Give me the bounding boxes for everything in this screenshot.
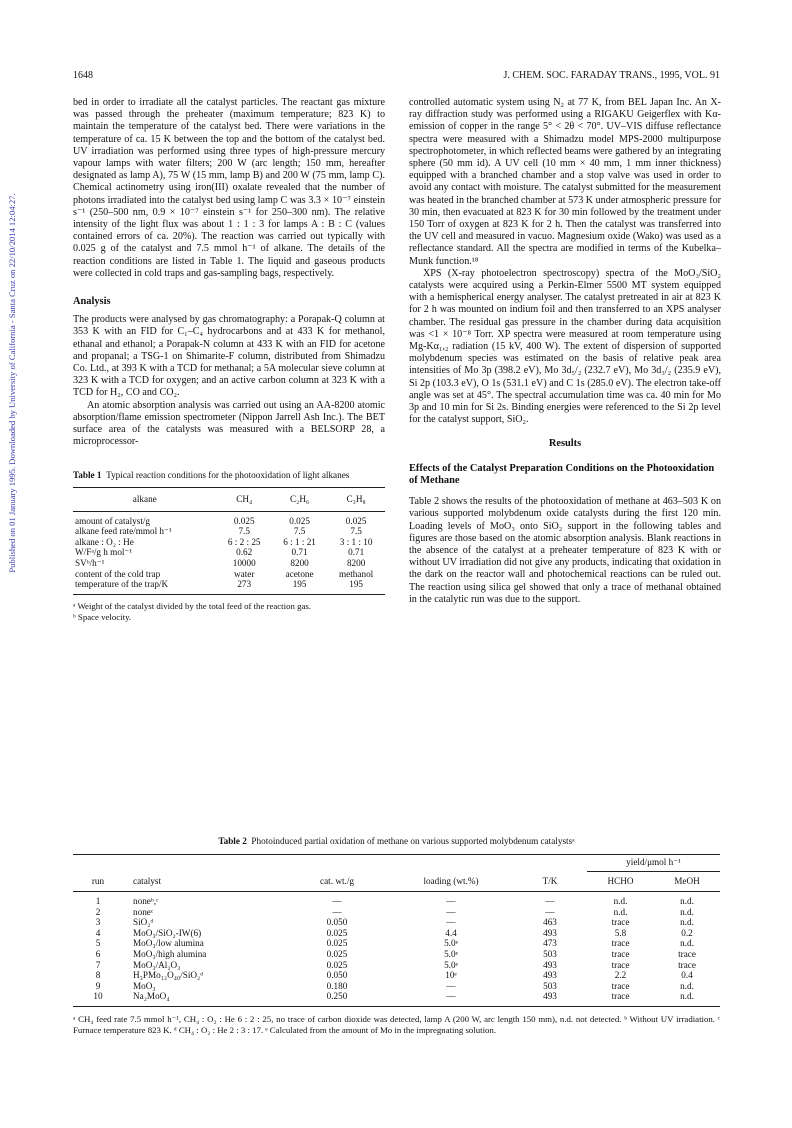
- table2-yield-header: yield/μmol h⁻¹: [587, 855, 720, 872]
- table-row: [73, 547, 385, 558]
- table2-cell: 0.180: [326, 980, 348, 991]
- table2-cell: H₃PMo₁₂O₄₀/SiO₂ᵈ: [133, 970, 204, 981]
- table2-cell: trace: [678, 948, 696, 959]
- table2-header-cell: HCHO: [607, 876, 634, 887]
- table1-header-cell: alkane: [132, 494, 157, 505]
- table2: [73, 854, 720, 1007]
- table1-cell: 0.025: [345, 515, 367, 526]
- table1-cell: 6 : 1 : 21: [283, 536, 316, 547]
- download-watermark-text: Published on 01 January 1995. Downloaded by University of California - Santa Cruz on 22/10/2014 12:04:27.: [7, 193, 17, 573]
- table-row: [73, 928, 720, 939]
- table-row: [73, 991, 720, 1006]
- table2-cell: 5.8: [614, 927, 627, 938]
- table1-cell: acetone: [285, 568, 314, 579]
- table2-cell: 9: [95, 980, 101, 991]
- table1-block: [73, 470, 385, 622]
- table2-cell: MoO₃/SiO₂-IW(6): [133, 927, 202, 938]
- table1-cell: amount of catalyst/g: [75, 515, 151, 526]
- table1-cell: 10000: [232, 558, 256, 569]
- table2-cell: n.d.: [654, 991, 720, 1006]
- table2-cell: trace: [611, 948, 630, 959]
- table2-cell: —: [446, 917, 456, 928]
- table-row: [73, 938, 720, 949]
- table1-cell: 3 : 1 : 10: [339, 536, 373, 547]
- left-column: [73, 97, 385, 622]
- table1-label: Table 1: [73, 470, 102, 481]
- table1-cell: temperature of the trap/K: [75, 579, 169, 590]
- table2-cell: 0.025: [326, 938, 348, 949]
- table2-cell: 8: [95, 970, 101, 981]
- table1-cell: 7.5: [238, 526, 250, 537]
- table2-cell: 0.025: [326, 959, 348, 970]
- table2-cell: 0.050: [326, 917, 348, 928]
- table2-cell: 2: [95, 906, 101, 917]
- table1-cell: 7.5: [293, 526, 306, 537]
- table2-header-cell: catalyst: [133, 876, 162, 886]
- table-row: [73, 917, 720, 928]
- table1-cell: 0.71: [348, 547, 365, 558]
- table2-cell: 493: [543, 970, 557, 981]
- paragraph-table2-discussion: Table 2 shows the results of the photooxidation of methane at 463–503 K on various supported molybdenum oxide catalysts during the first 120 min. Loading levels of MoO₃ onto SiO₂ support in the following tables and figures are those based on the atomic absorption analysis. Blank reactions in the absence of the catalyst at a preheater temperature of 823 K with or without UV irradiation did not give any products, indicating that oxidation in the dark on the reactor wall and photochemical reactions can be ruled out. The reaction using silica gel showed that only a trace of methanal obtained in the catalytic run was due to the support.: [409, 496, 721, 605]
- results-heading: Results: [548, 438, 582, 450]
- table1-cell: W/Fᵃ/g h mol⁻¹: [75, 547, 133, 558]
- table2-cell: 5: [95, 938, 101, 949]
- analysis-heading: Analysis: [73, 296, 111, 308]
- table2-cell: —: [332, 906, 342, 917]
- table1-caption: [73, 470, 385, 481]
- table-row: [73, 511, 385, 526]
- table2-caption-text: Photoinduced partial oxidation of methane on various supported molybdenum catalystsᵃ: [251, 836, 575, 846]
- table1-cell: 0.71: [291, 547, 308, 558]
- table2-cell: MoO₃/low alumina: [133, 938, 204, 949]
- table2-cell: 5.0ᵉ: [444, 938, 458, 949]
- table2-cell: n.d.: [680, 906, 694, 917]
- table2-header-row-top: [73, 855, 720, 872]
- paragraph-bet-xrd-uv: controlled automatic system using N₂ at 77 K, from BEL Japan Inc. An X-ray diffraction study was performed using a RIGAKU Geigerflex with Kα-emission of copper in the range 5° < 2θ < 70°. UV–VIS diffuse reflectance spectra were measured with a Shimadzu model MPS-2000 multipurpose spectrophotometer, in which reflected beams were gathered by an integrating sphere (50 mm id). A UV cell (10 mm × 40 mm, 1 mm inner thickness) equipped with a branched chamber and a stop valve was used in order to avoid any contact with moisture. The catalyst submitted for the measurement was heated in the branched chamber at 573 K under atmospheric pressure for 30 min, then evacuated at 823 K for 30 min followed by the treatment under 150 Torr of oxygen at 823 K for 2 h. Then the catalyst was transferred into the UV cell and measured in vacuo. Magnesium oxide (Wako) was used as a reflectance standard. All the spectra are modified in terms of the Kubelka–Munk function.¹⁸: [409, 97, 721, 267]
- table2-cell: 493: [513, 991, 587, 1006]
- table2-cell: 0.4: [681, 970, 693, 981]
- table2-cell: 10ᵉ: [445, 970, 457, 981]
- table2-cell: trace: [611, 917, 630, 928]
- table2-cell: Na₂MoO₄: [123, 991, 285, 1006]
- table2-cell: 0.050: [326, 970, 348, 981]
- table1-cell: 0.62: [236, 547, 253, 558]
- table2-cell: SiO₂ᵈ: [133, 917, 154, 928]
- table1-cell: 273: [237, 579, 252, 590]
- table2-cell: trace: [678, 959, 696, 970]
- table2-cell: 3: [95, 917, 101, 928]
- table2-cell: 10: [73, 991, 123, 1006]
- table1-cell: SVᵇ/h⁻¹: [75, 558, 105, 569]
- table2-header-spacer: [73, 855, 587, 872]
- table-row: [73, 526, 385, 537]
- table2-cell: 0.025: [326, 948, 348, 959]
- table1-caption-text: Typical reaction conditions for the photooxidation of light alkanes: [106, 470, 350, 481]
- table2-footnotes: ᵃ CH₄ feed rate 7.5 mmol h⁻¹, CH₄ : O₂ : He 6 : 2 : 25, no trace of carbon dioxide was detected, lamp A (200 W, arc length 150 mm), n.d. not detected. ᵇ Without UV irradiation. ᶜ Furnace temperature 823 K. ᵈ CH₄ : O₂ : He 2 : 3 : 17. ᵉ Calculated from the amount of Mo in the impregnating solution.: [73, 1013, 720, 1035]
- table1-header-cell: C₂H₆: [289, 494, 310, 505]
- table-row: [73, 537, 385, 548]
- table-row: [73, 558, 385, 569]
- page-number: 1648: [73, 70, 93, 81]
- paragraph-atomic-absorption: An atomic absorption analysis was carried out using an AA-8200 atomic absorption/flame emission spectrometer (Nippon Jarrell Ash Inc.). The BET surface area of the catalysts was measured with a BELSORP 28, a microprocessor-: [73, 399, 385, 448]
- paragraph-xps: XPS (X-ray photoelectron spectroscopy) spectra of the MoO₃/SiO₂ catalysts were acquired using a Perkin-Elmer 5500 MT system equipped with a hemispherical energy analyser. The catalyst pretreated in air at 823 K for 2 h was mounted on indium foil and then transferred to an XPS analyser chamber. The residual gas pressure in the chamber during data acquisition was <1 × 10⁻⁸ Torr. XP spectra were measured at room temperature using Mg-Kα₁,₂ radiation (15 kV, 400 W). The extent of dispersion of supported molybdenum species was estimated on the basis of relative peak area intensities of Mo 3p (398.2 eV), Mo 3d₅/₂ (232.7 eV), Mo 3d₃/₂ (235.9 eV), Si 2p (103.3 eV), O 1s (531.1 eV) and C 1s (285.0 eV). The electron take-off angle was set at 45°. The spectral accumulation time was ca. 40 min for Mo 3p and 10 min for Si 2s. Binding energies were referenced to the Si 2p level for the catalyst support, SiO₂.: [409, 267, 721, 426]
- table2-cell: 5.0ᵉ: [444, 959, 458, 970]
- table2-cell: trace: [611, 980, 630, 991]
- journal-reference: J. CHEM. SOC. FARADAY TRANS., 1995, VOL. 91: [503, 70, 720, 81]
- table1-cell: 6 : 2 : 25: [227, 536, 261, 547]
- table2-cell: 493: [543, 927, 557, 938]
- table2-cell: n.d.: [680, 896, 694, 906]
- table2-header-cell: MeOH: [674, 876, 700, 887]
- table2-header-row: [73, 871, 720, 892]
- table2-header-cell: T/K: [542, 876, 558, 886]
- effects-heading: Effects of the Catalyst Preparation Conditions on the Photooxidation of Methane: [409, 462, 715, 486]
- table-row: [73, 579, 385, 594]
- table1-cell: 7.5: [350, 526, 362, 537]
- table-row: [73, 949, 720, 960]
- table1-cell: alkane : O₂ : He: [75, 536, 134, 547]
- table2-cell: trace: [611, 959, 630, 970]
- paragraph-gas-chromatography: The products were analysed by gas chromatography: a Porapak-Q column at 353 K with an FID for C₁–C₄ hydrocarbons and at 433 K for methanol, ethanal and ethanol; a Porapak-N column at 433 K with an FID for acetone and propanal; a TSG-1 on Shimarite-F column, distributed from Shimadzu Co. Ltd., at 393 K with a TCD for methanal; a 5A molecular sieve column at 323 K with a TCD for oxygen; and an active carbon column at 323 K with a TCD for H₂, CO and CO₂.: [73, 314, 385, 399]
- table2-label: Table 2: [218, 836, 247, 846]
- table2-cell: MoO₃/high alumina: [133, 948, 207, 959]
- table1-cell: 195: [349, 579, 364, 590]
- table2-cell: 503: [543, 948, 557, 959]
- table2-caption: [73, 836, 720, 846]
- table2-cell: n.d.: [613, 906, 628, 917]
- table2-cell: 7: [95, 959, 101, 970]
- table2-cell: noneᵇ,ᶜ: [133, 896, 159, 906]
- table2-cell: —: [446, 980, 456, 991]
- table2-cell: n.d.: [613, 896, 628, 906]
- table2-cell: 0.250: [285, 991, 389, 1006]
- table2-cell: —: [545, 896, 555, 906]
- table2-cell: —: [545, 906, 555, 917]
- table1-header-cell: CH₄: [236, 494, 253, 505]
- table2-cell: 2.2: [614, 970, 627, 981]
- paragraph-catalyst-bed: bed in order to irradiate all the catalyst particles. The reactant gas mixture was passed through the preheater (maximum temperature; 823 K) to maintain the temperature of the catalyst bed. There were variations in the temperature of ca. 15 K between the top and the bottom of the catalyst bed. UV irradiation was performed using three types of high-pressure mercury vapour lamps with water filters; 200 W (arc length; 150 mm, hereafter designated as lamp A), 75 W (15 mm, lamp B) and 200 W (75 mm, lamp C). Chemical actinometry using iron(III) oxalate revealed that the number of photons irradiated into the catalyst bed using lamp C was 3.3 × 10⁻⁷ einstein s⁻¹ (250–500 nm, 0.9 × 10⁻⁷ einstein s⁻¹ for 250–300 nm). The relative intensity of the light flux was about 1 : 1 : 3 for lamps A : B : C (values contained errors of ca. 20%). The reaction was carried out typically with 0.025 g of the catalyst and 7.5 mmol h⁻¹ of alkane. The details of the reaction conditions are listed in Table 1. The liquid and gaseous products were collected in cold traps and gas-sampling bags, respectively.: [73, 97, 385, 279]
- table2-cell: MoO₃: [133, 980, 156, 991]
- table1-cell: 195: [292, 579, 307, 590]
- table2-cell: 0.025: [326, 927, 348, 938]
- table2-header-cell: loading (wt.%): [423, 876, 479, 886]
- table2-cell: trace: [611, 938, 630, 949]
- table1-footnote-a: ᵃ Weight of the catalyst divided by the total feed of the reaction gas.: [73, 600, 311, 611]
- table2-cell: —: [389, 991, 513, 1006]
- table1-cell: 0.025: [289, 515, 310, 526]
- table2-cell: n.d.: [680, 917, 694, 928]
- table2-cell: 6: [95, 948, 101, 959]
- table1: [73, 487, 385, 594]
- table-row: [73, 892, 720, 907]
- table2-cell: —: [446, 906, 456, 917]
- table2-cell: 0.2: [681, 927, 693, 938]
- table1-cell: 8200: [346, 558, 366, 569]
- table1-header-cell: C₃H₈: [346, 494, 366, 505]
- table-row: [73, 907, 720, 918]
- table1-header-row: [73, 488, 385, 511]
- table1-cell: 8200: [290, 558, 309, 569]
- table2-cell: —: [332, 896, 342, 906]
- table2-cell: 493: [543, 959, 557, 970]
- table-row: [73, 960, 720, 971]
- table1-cell: water: [234, 568, 255, 579]
- table1-cell: alkane feed rate/mmol h⁻¹: [75, 526, 172, 537]
- table2-cell: 503: [543, 980, 557, 991]
- table-row: [73, 569, 385, 580]
- table2-cell: —: [446, 896, 456, 906]
- table1-footnote-b: ᵇ Space velocity.: [73, 611, 132, 622]
- table2-header-cell: cat. wt./g: [320, 876, 354, 886]
- table1-cell: methanol: [339, 568, 374, 579]
- download-watermark: [0, 110, 24, 670]
- table2-cell: 473: [543, 938, 557, 949]
- table2-cell: 4: [95, 927, 101, 938]
- table2-cell: 5.0ᵉ: [444, 948, 458, 959]
- table2-block: [73, 836, 720, 1036]
- table2-cell: n.d.: [680, 938, 694, 949]
- table2-cell: noneᶜ: [133, 906, 154, 917]
- right-column: [409, 97, 721, 606]
- table-row: [73, 981, 720, 992]
- table2-cell: 4.4: [445, 927, 457, 938]
- table2-cell: n.d.: [680, 980, 694, 991]
- table1-cell: content of the cold trap: [75, 568, 161, 579]
- table2-cell: trace: [587, 991, 654, 1006]
- table1-cell: 0.025: [233, 515, 255, 526]
- table-row: [73, 970, 720, 981]
- table2-cell: MoO₃/Al₂O₃: [133, 959, 181, 970]
- table2-cell: 1: [95, 896, 101, 906]
- table2-cell: 463: [543, 917, 557, 928]
- table2-header-cell: run: [91, 876, 105, 886]
